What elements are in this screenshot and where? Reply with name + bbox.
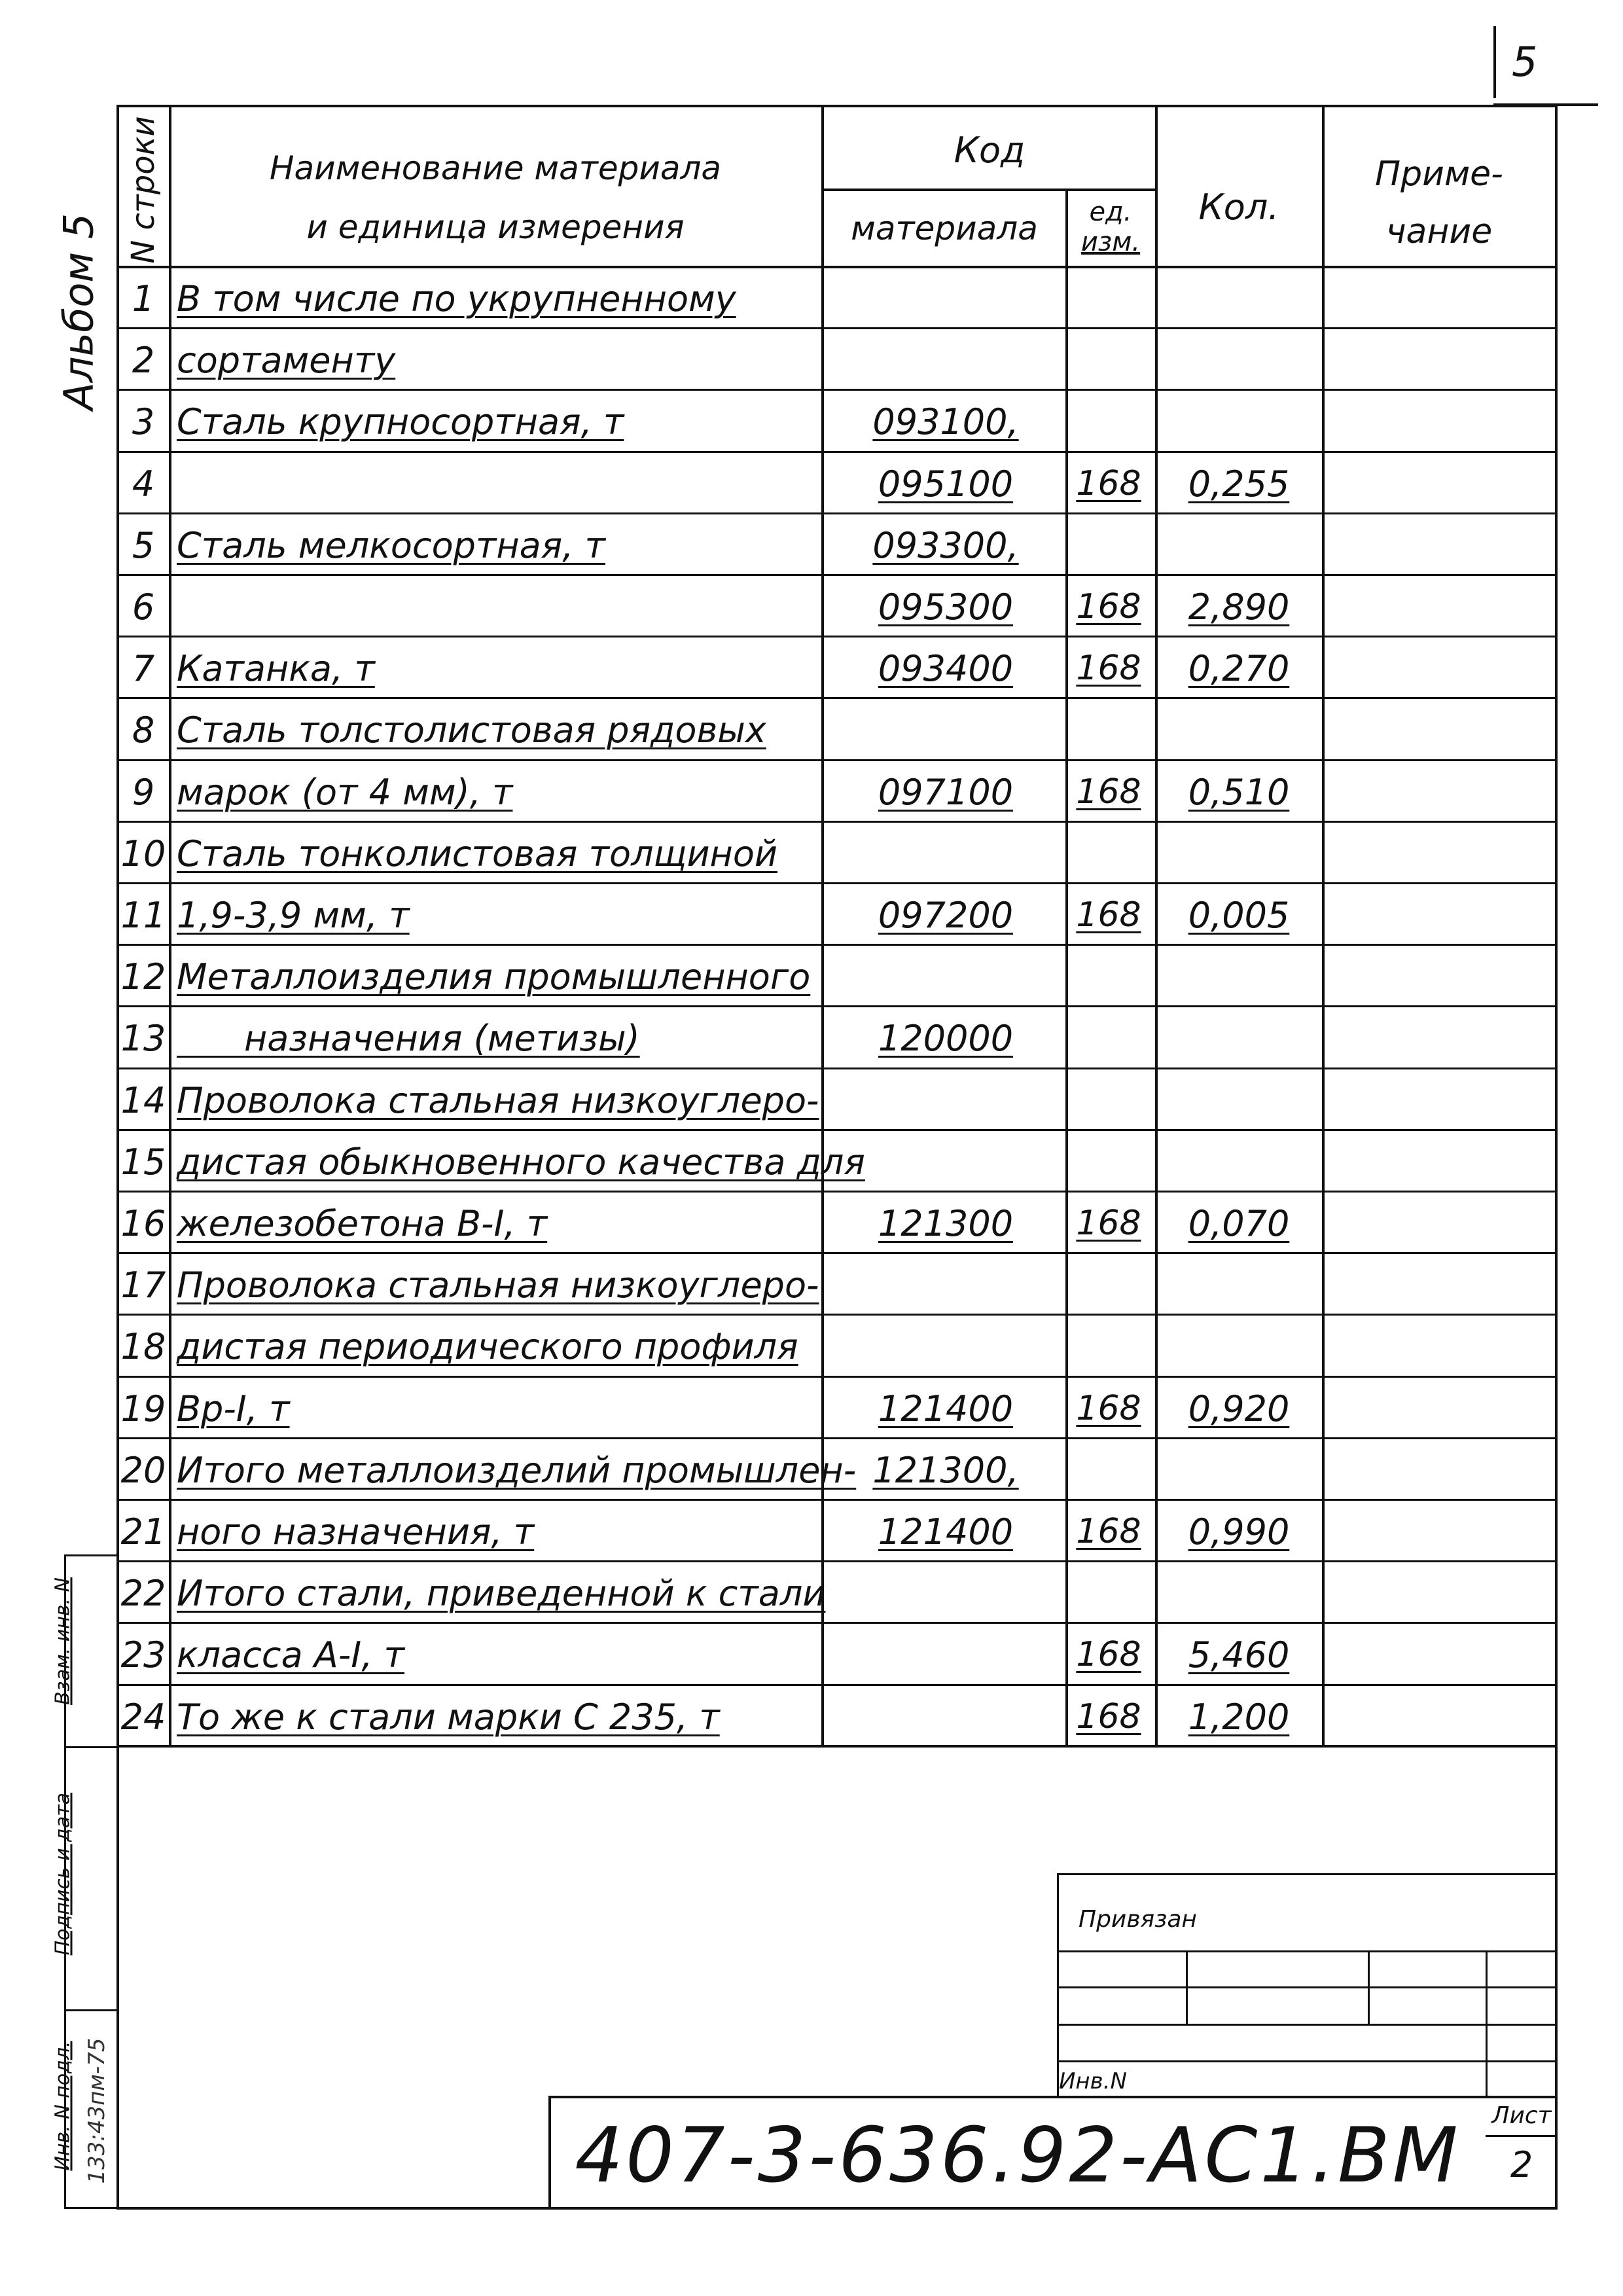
header-code-unit-2: изм.: [1080, 227, 1141, 257]
row-code: 093400: [878, 648, 1014, 689]
header-code-unit-1: ед.: [1089, 197, 1132, 227]
row-name: марок (от 4 мм), т: [177, 772, 513, 813]
row-name: Катанка, т: [177, 648, 375, 689]
row-divider: [116, 1437, 1556, 1439]
row-number: 24: [120, 1696, 166, 1738]
row-divider: [116, 1560, 1556, 1562]
row-number: 15: [120, 1141, 166, 1183]
row-divider: [116, 389, 1556, 391]
row-number: 11: [120, 895, 166, 936]
row-number: 16: [120, 1203, 166, 1244]
title-privyazan: Привязан: [1079, 1906, 1197, 1933]
row-code: 095300: [878, 586, 1014, 628]
row-quantity: 5,460: [1188, 1634, 1290, 1676]
row-divider: [116, 574, 1556, 576]
row-name: Сталь толстолистовая рядовых: [177, 709, 766, 751]
row-divider: [116, 1376, 1556, 1378]
row-quantity: 0,005: [1188, 895, 1290, 936]
row-name: Сталь тонколистовая толщиной: [177, 833, 777, 874]
row-divider: [116, 636, 1556, 637]
header-code: Код: [954, 130, 1026, 171]
row-name: Сталь мелкосортная, т: [177, 525, 606, 566]
row-unit: 168: [1076, 772, 1141, 812]
row-number: 9: [132, 772, 155, 813]
row-number: 23: [120, 1634, 166, 1676]
row-name: Проволока стальная низкоуглеро-: [177, 1080, 819, 1121]
row-code: 097200: [878, 895, 1014, 936]
row-name: Итого стали, приведенной к стали: [177, 1573, 826, 1614]
row-name: Проволока стальная низкоуглеро-: [177, 1265, 819, 1306]
row-number: 17: [120, 1265, 166, 1306]
side-podpis: Подпись и дата: [51, 1793, 75, 1956]
row-divider: [116, 697, 1556, 699]
row-number: 4: [132, 463, 155, 505]
row-divider: [116, 944, 1556, 946]
row-number: 20: [120, 1450, 166, 1491]
row-divider: [116, 1067, 1556, 1069]
row-code: 120000: [878, 1018, 1014, 1059]
row-divider: [116, 1005, 1556, 1007]
row-quantity: 0,255: [1188, 463, 1290, 505]
row-name: Сталь крупносортная, т: [177, 401, 624, 442]
row-name: 1,9-3,9 мм, т: [177, 895, 410, 936]
row-unit: 168: [1076, 895, 1141, 935]
row-number: 14: [120, 1080, 166, 1121]
row-divider: [116, 512, 1556, 514]
header-quantity: Кол.: [1198, 187, 1279, 228]
row-number: 10: [120, 833, 166, 874]
side-inv-podl: Инв. N подл.: [51, 2041, 75, 2171]
row-divider: [116, 1129, 1556, 1131]
row-name: железобетона В-I, т: [177, 1203, 548, 1244]
row-quantity: 2,890: [1188, 586, 1290, 628]
row-number: 1: [132, 278, 155, 319]
row-number: 7: [132, 648, 155, 689]
row-divider: [116, 1314, 1556, 1316]
row-name: Итого металлоизделий промышлен-: [177, 1450, 857, 1491]
row-divider: [116, 451, 1556, 453]
row-number: 19: [120, 1388, 166, 1429]
row-unit: 168: [1076, 1204, 1141, 1243]
row-divider: [116, 1252, 1556, 1254]
row-name: В том числе по укрупненному: [177, 278, 736, 319]
sheet-number: 2: [1510, 2144, 1533, 2185]
row-code: 093300,: [872, 525, 1019, 566]
row-quantity: 0,510: [1188, 772, 1290, 813]
row-number: 13: [120, 1018, 166, 1059]
row-code: 093100,: [872, 401, 1019, 442]
row-quantity: 0,990: [1188, 1511, 1290, 1552]
row-name: То же к стали марки С 235, т: [177, 1696, 720, 1738]
row-divider: [116, 759, 1556, 761]
row-number: 22: [120, 1573, 166, 1614]
row-quantity: 0,270: [1188, 648, 1290, 689]
album-label: Альбом 5: [54, 213, 103, 410]
row-code: 121400: [878, 1511, 1014, 1552]
row-unit: 168: [1076, 1512, 1141, 1551]
row-name: назначения (метизы): [177, 1018, 640, 1059]
sheet-label: Лист: [1491, 2102, 1552, 2129]
row-number: 2: [132, 340, 155, 381]
row-divider: [116, 882, 1556, 884]
row-divider: [116, 1684, 1556, 1686]
page-number-divider: [1493, 26, 1496, 98]
row-unit: 168: [1076, 1389, 1141, 1428]
header-note-line1: Приме-: [1375, 154, 1503, 194]
row-unit: 168: [1076, 1697, 1141, 1736]
row-unit: 168: [1076, 587, 1141, 626]
row-divider: [116, 821, 1556, 823]
side-vzam-inv: Взам. инв. N: [51, 1577, 75, 1705]
row-unit: 168: [1076, 1635, 1141, 1674]
row-quantity: 0,070: [1188, 1203, 1290, 1244]
row-quantity: 1,200: [1188, 1696, 1290, 1738]
row-code: 121400: [878, 1388, 1014, 1429]
row-number: 3: [132, 401, 155, 442]
row-code: 121300,: [872, 1450, 1019, 1491]
row-number: 18: [120, 1326, 166, 1367]
header-name-line2: и единица измерения: [306, 208, 685, 246]
row-code: 121300: [878, 1203, 1014, 1244]
row-unit: 168: [1076, 649, 1141, 688]
row-divider: [116, 1499, 1556, 1501]
row-name: сортаменту: [177, 340, 396, 381]
row-name: класса А-I, т: [177, 1634, 404, 1676]
row-divider: [116, 1191, 1556, 1193]
row-divider: [116, 327, 1556, 329]
row-number: 12: [120, 956, 166, 997]
document-code: 407-3-636.92-АС1.ВМ: [575, 2111, 1461, 2200]
row-code: 095100: [878, 463, 1014, 505]
row-number: 8: [132, 709, 155, 751]
row-number: 6: [132, 586, 155, 628]
row-name: ного назначения, т: [177, 1511, 535, 1552]
page-number: 5: [1512, 38, 1538, 86]
row-unit: 168: [1076, 464, 1141, 503]
row-quantity: 0,920: [1188, 1388, 1290, 1429]
row-name: дистая периодического профиля: [177, 1326, 798, 1367]
row-code: 097100: [878, 772, 1014, 813]
row-name: Вр-I, т: [177, 1388, 290, 1429]
header-code-material: материала: [851, 209, 1038, 247]
row-name: дистая обыкновенного качества для: [177, 1141, 865, 1183]
header-row-number: N строки: [125, 116, 162, 264]
row-number: 5: [132, 525, 155, 566]
row-number: 21: [120, 1511, 166, 1552]
header-note-line2: чание: [1385, 212, 1493, 251]
title-inv-n: Инв.N: [1059, 2068, 1127, 2094]
side-inv-value: 133:43пм-75: [84, 2037, 110, 2184]
row-divider: [116, 1622, 1556, 1624]
header-name-line1: Наименование материала: [269, 149, 722, 187]
row-name: Металлоизделия промышленного: [177, 956, 811, 997]
